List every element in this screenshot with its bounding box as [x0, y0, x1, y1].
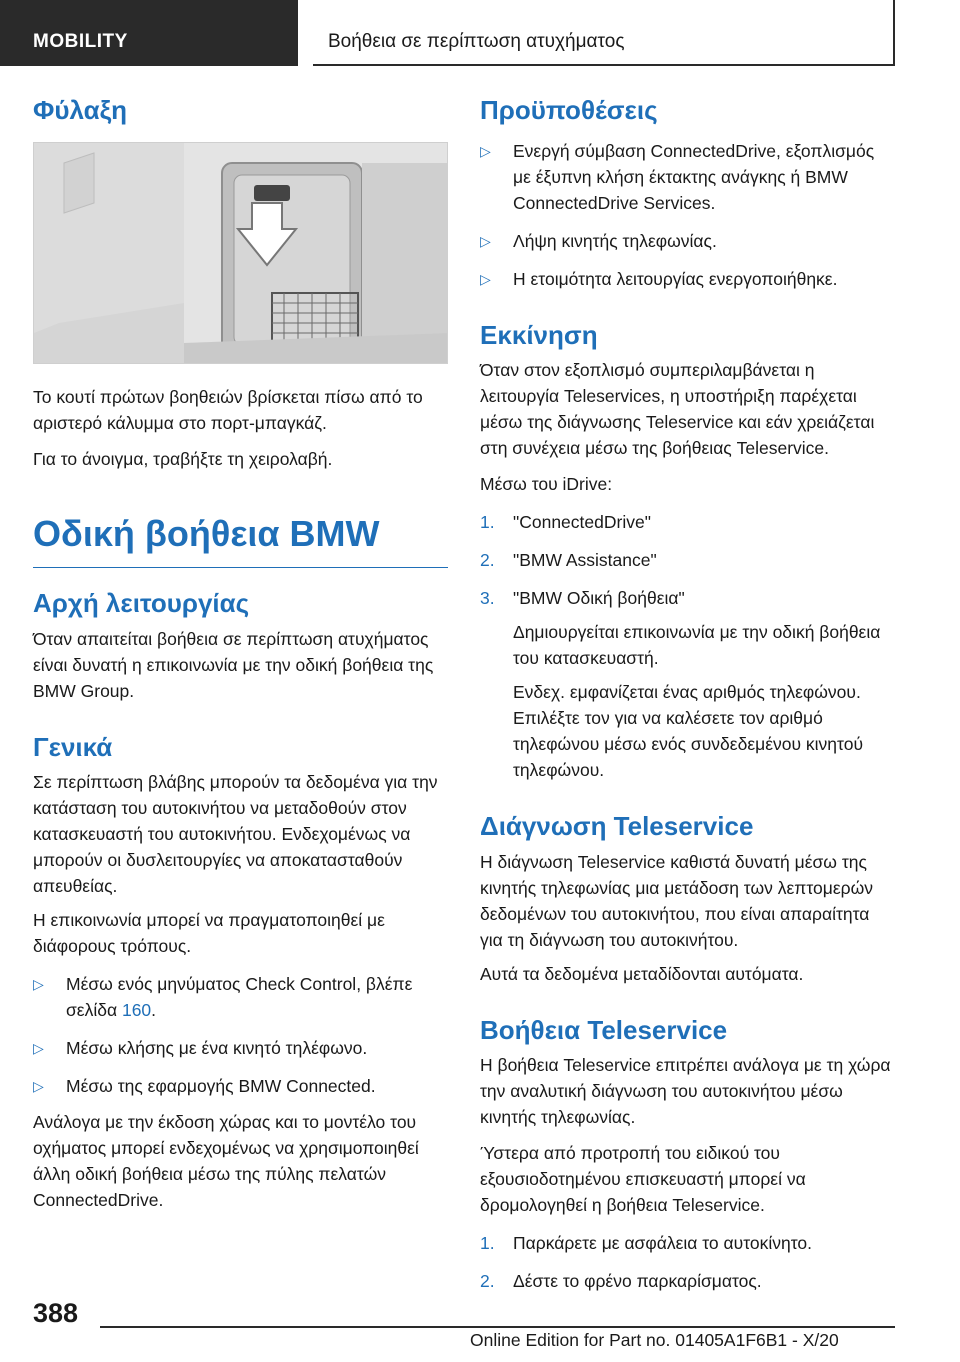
- step-3-note-1: Δημιουργείται επικοινωνία με την οδική βοήθεια του κατασκευαστή.: [513, 622, 881, 669]
- step-3-note-2: Ενδεχ. εμφανίζεται ένας αριθμός τηλεφώνου. Επιλέξτε τον για να καλέσετε τον αριθμό τηλεφώνου μέσω ενός συνδεδεμένου κινητού τηλεφώνου.: [513, 682, 864, 781]
- start-paragraph: Όταν στον εξοπλισμό συμπεριλαμβάνεται η λειτουργία Teleservices, η υποστήριξη παρέχεται μέσω της διάγνωσης Teleservice και εάν χρειάζεται στη συνέχεια μέσω της βοήθειας Teleservice.: [480, 360, 875, 459]
- page-link-160[interactable]: 160: [121, 999, 152, 1020]
- diagnosis-paragraph-2: Αυτά τα δεδομένα μεταδίδονται αυτόματα.: [480, 963, 804, 984]
- menu-path-roadside: "BMW Οδική βοήθεια": [513, 588, 685, 609]
- header-separator: [298, 0, 313, 66]
- triangle-bullet-icon: ▷: [480, 143, 491, 160]
- list-item: 3. "BMW Οδική βοήθεια" Δημιουργείται επικοινωνία με την οδική βοήθεια του κατασκευαστή. Ενδεχ. εμφανίζεται ένας αριθμός τηλεφώνου. Επιλέξτε τον για να καλέσετε τον αριθμό τηλεφώνου μέσω ενός συνδεδεμένου κινητού τηλεφώνου.: [480, 585, 895, 783]
- list-item: ▷ Μέσω της εφαρμογής BMW Connected.: [33, 1073, 448, 1099]
- edition-note: Online Edition for Part no. 01405A1F6B1 - X/20: [470, 1330, 839, 1350]
- diagnosis-paragraph-1: Η διάγνωση Teleservice καθιστά δυνατή μέσω της κινητής τηλεφωνίας μια μετάδοση των λεπτομερών δεδομένων του αυτοκινήτου, που είναι απαραίτητα για τη διάγνωση του αυτοκινήτου.: [480, 851, 874, 950]
- general-paragraph-1: Σε περίπτωση βλάβης μπορούν τα δεδομένα για την κατάσταση του αυτοκινήτου να μεταδοθούν στον κατασκευαστή του αυτοκινήτου. Ενδεχομένως να μπορούν οι δυσλειτουργίες να αποκατασταθούν απευθείας.: [33, 771, 438, 896]
- list-item: ▷ Η ετοιμότητα λειτουργίας ενεργοποιήθηκε.: [480, 266, 895, 292]
- start-heading: Εκκίνηση: [480, 320, 598, 351]
- page-number: 388: [33, 1298, 79, 1328]
- teleservice-help-heading: Βοήθεια Teleservice: [480, 1014, 728, 1045]
- list-item: 2. Δέστε το φρένο παρκαρίσματος.: [480, 1270, 762, 1291]
- section-tab: MOBILITY: [0, 0, 298, 66]
- prerequisites-list: [480, 138, 895, 292]
- trunk-panel-image: [34, 143, 448, 364]
- teleservice-help-paragraph-2: Ύστερα από προτροπή του ειδικού του εξουσιοδοτημένου επισκευαστή μπορεί να δρομολογηθεί η βοήθεια Teleservice.: [480, 1142, 806, 1215]
- teleservice-help-paragraph-1: Η βοήθεια Teleservice επιτρέπει ανάλογα με τη χώρα την αναλυτική διάγνωση του αυτοκινήτου μέσω κινητής τηλεφωνίας.: [480, 1054, 891, 1127]
- storage-paragraph-location: Το κουτί πρώτων βοηθειών βρίσκεται πίσω από το αριστερό κάλυμμα στο πορτ-μπαγκάζ.: [33, 387, 423, 434]
- chapter-title: Βοήθεια σε περίπτωση ατυχήματος: [313, 0, 895, 66]
- footer-divider: [100, 1326, 895, 1328]
- list-item: ▷ Ενεργή σύμβαση ConnectedDrive, εξοπλισμός με έξυπνη κλήση έκτακτης ανάγκης ή BMW ConnectedDrive Services.: [480, 138, 895, 216]
- triangle-bullet-icon: ▷: [480, 233, 491, 250]
- list-item: ▷ Λήψη κινητής τηλεφωνίας.: [480, 228, 895, 254]
- menu-path-assistance: "BMW Assistance": [513, 550, 657, 571]
- list-item: ▷ Μέσω κλήσης με ένα κινητό τηλέφωνο.: [33, 1035, 448, 1061]
- triangle-bullet-icon: ▷: [33, 1077, 44, 1094]
- list-item: 2. "BMW Assistance": [480, 550, 657, 571]
- right-column: [480, 95, 895, 1294]
- storage-heading: Φύλαξη: [33, 95, 128, 125]
- list-item: 1. "ConnectedDrive": [480, 512, 651, 533]
- page-header: [0, 0, 960, 66]
- storage-paragraph-open: Για το άνοιγμα, τραβήξτε τη χειρολαβή.: [33, 449, 333, 470]
- principle-heading: Αρχή λειτουργίας: [33, 588, 250, 619]
- triangle-bullet-icon: ▷: [33, 975, 44, 992]
- left-column: [33, 95, 448, 1213]
- closing-paragraph: Ανάλογα με την έκδοση χώρας και το μοντέλο του οχήματος μπορεί ενδεχομένως να χρησιμοποιηθεί άλλη οδική βοήθεια μέσω της πύλης πελατών ConnectedDrive.: [33, 1111, 419, 1210]
- idrive-intro: Μέσω του iDrive:: [480, 474, 613, 495]
- diagnosis-heading: Διάγνωση Teleservice: [480, 811, 754, 842]
- teleservice-steps-list: [480, 1230, 895, 1294]
- menu-path-connecteddrive: "ConnectedDrive": [513, 512, 651, 533]
- main-heading: Οδική βοήθεια BMW: [33, 512, 448, 568]
- general-paragraph-2: Η επικοινωνία μπορεί να πραγματοποιηθεί με διάφορους τρόπους.: [33, 909, 385, 956]
- general-heading: Γενικά: [33, 731, 113, 762]
- prerequisites-heading: Προϋποθέσεις: [480, 95, 658, 125]
- principle-paragraph: Όταν απαιτείται βοήθεια σε περίπτωση ατυχήματος είναι δυνατή η επικοινωνία με την οδική βοήθεια της BMW Group.: [33, 628, 434, 701]
- list-item: ▷ Μέσω ενός μηνύματος Check Control, βλέπε σελίδα 160.: [33, 971, 448, 1023]
- list-item: 1. Παρκάρετε με ασφάλεια το αυτοκίνητο.: [480, 1232, 812, 1253]
- contact-methods-list: [33, 971, 448, 1099]
- triangle-bullet-icon: ▷: [480, 271, 491, 288]
- idrive-steps-list: [480, 509, 895, 783]
- triangle-bullet-icon: ▷: [33, 1039, 44, 1056]
- first-aid-box-illustration: [33, 142, 448, 364]
